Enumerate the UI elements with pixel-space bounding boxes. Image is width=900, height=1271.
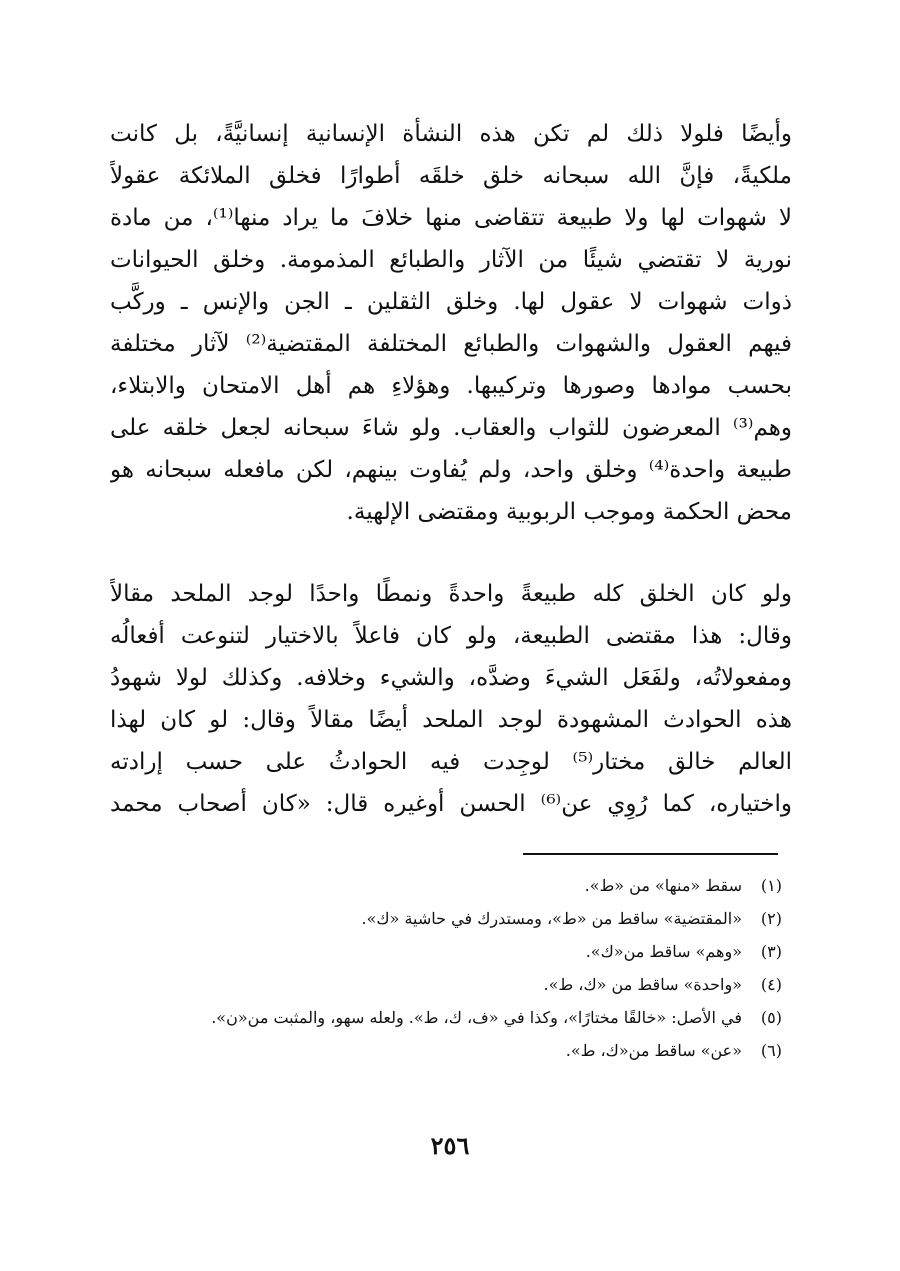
footnote-text: «المقتضية» ساقط من «ط»، ومستدرك في حاشية «ك». [361,909,742,928]
text-line: ملكيةً، فإنَّ الله سبحانه خلق خلقَه أطوارًا فخلق الملائكة عقولاً [110,163,792,189]
footnote-separator [523,853,778,855]
text-line: وقال: هذا مقتضى الطبيعة، ولو كان فاعلاً بالاختيار لتنوعت أفعالُه [110,623,792,649]
text-line: وأيضًا فلولا ذلك لم تكن هذه النشأة الإنسانية إنسانيَّةً، بل كانت [110,121,792,147]
footnote [110,938,782,966]
text-line: ومفعولاتُه، ولفَعَل الشيءَ وضدَّه، والشيء وخلافه. وكذلك لولا شهودُ [110,665,792,691]
footnote-number: (٦) [760,1041,782,1060]
footnote-text: «واحدة» ساقط من «ك، ط». [543,975,742,994]
text-line: وهم⁽³⁾ المعرضون للثواب والعقاب. ولو شاءَ سبحانه لجعل خلقه على [110,415,792,441]
text-line: محض الحكمة وموجب الربوبية ومقتضى الإلهية. [346,499,792,525]
footnote-text: «عن» ساقط من«ك، ط». [565,1041,742,1060]
paragraph-2 [110,573,792,825]
text-line: فيهم العقول والشهوات والطبائع المختلفة المقتضية⁽²⁾ لآثار مختلفة [110,331,792,357]
text-line: ولو كان الخلق كله طبيعةً واحدةً ونمطًا واحدًا لوجد الملحد مقالاً [110,581,792,607]
text-line: نورية لا تقتضي شيئًا من الآثار والطبائع المذمومة. وخلق الحيوانات [110,247,792,273]
footnote-number: (٥) [760,1008,782,1027]
footnote [110,971,782,999]
footnote-number: (٢) [760,909,782,928]
footnote-text: «وهم» ساقط من«ك». [585,942,742,961]
text-line: لا شهوات لها ولا طبيعة تتقاضى منها خلافَ ما يراد منها⁽¹⁾، من مادة [110,205,792,231]
footnote-text: سقط «منها» من «ط». [584,876,742,895]
footnote-number: (٣) [760,942,782,961]
footnote [110,872,782,900]
paragraph-1 [110,113,792,533]
text-line: ذوات شهوات لا عقول لها. وخلق الثقلين ـ الجن والإنس ـ وركَّب [110,289,792,315]
text-line: العالم خالق مختار⁽⁵⁾ لوجِدت فيه الحوادثُ على حسب إرادته [110,749,792,775]
footnote-number: (١) [760,876,782,895]
footnote [110,1037,782,1065]
footnote-text: في الأصل: «خالقًا مختارًا»، وكذا في «ف، ك، ط». ولعله سهو، والمثبت من«ن». [211,1008,742,1027]
text-line: هذه الحوادث المشهودة لوجد الملحد أيضًا مقالاً وقال: لو كان لهذا [110,707,792,733]
text-line: واختياره، كما رُوِي عن⁽⁶⁾ الحسن أوغيره قال: «كان أصحاب محمد [110,791,792,817]
text-line: بحسب موادها وصورها وتركيبها. وهؤلاءِ هم أهل الامتحان والابتلاء، [110,373,792,399]
footnote [110,1004,782,1032]
footnotes [110,872,782,1070]
page-number: ٢٥٦ [430,1131,470,1160]
footnote-number: (٤) [760,975,782,994]
text-line: طبيعة واحدة⁽⁴⁾ وخلق واحد، ولم يُفاوت بينهم، لكن مافعله سبحانه هو [110,457,792,483]
footnote [110,905,782,933]
